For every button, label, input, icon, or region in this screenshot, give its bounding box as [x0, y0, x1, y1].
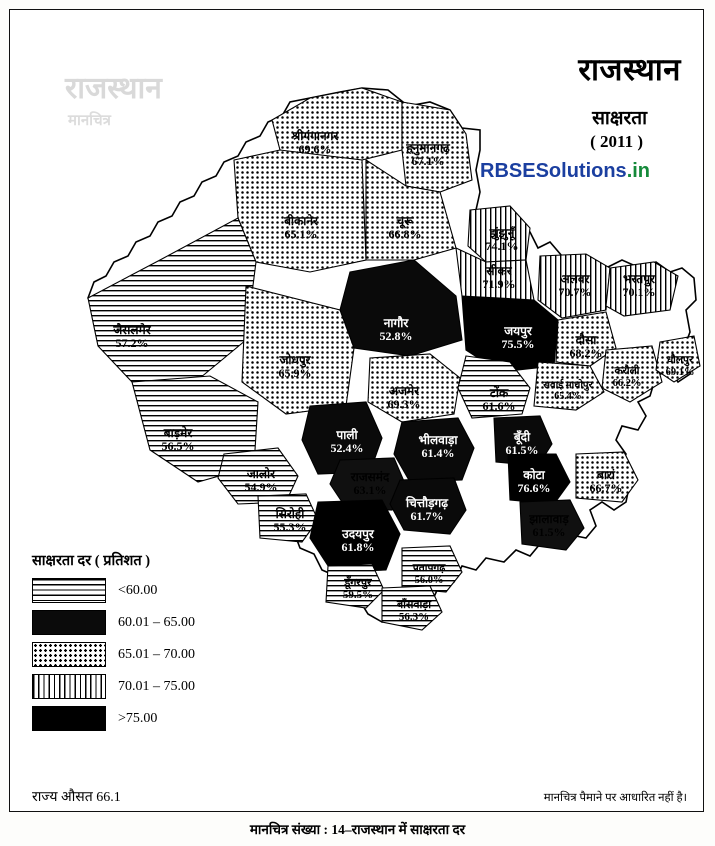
legend-swatch-dark-solid	[32, 610, 106, 635]
state-average: राज्य औसत 66.1	[32, 790, 121, 805]
watermark-domain: .in	[626, 160, 651, 182]
legend-title: साक्षरता दर ( प्रतिशत )	[32, 553, 151, 569]
district-label: बारां 66.7%	[589, 468, 623, 496]
district-label: झालावाड़ 61.5%	[529, 512, 569, 540]
district-label: धौलपुर 69.1%	[665, 355, 695, 378]
map-title: राजस्थान	[578, 52, 681, 87]
legend-label: 70.01 – 75.00	[118, 678, 195, 694]
legend-label: <60.00	[118, 582, 158, 598]
legend-label: 60.01 – 65.00	[118, 614, 195, 630]
district-label: सीकर 71.9%	[482, 264, 516, 292]
district-label: झुंझुनूँ 74.1%	[485, 226, 519, 254]
map-year: ( 2011 )	[590, 132, 643, 151]
legend	[32, 550, 260, 738]
district-label: चित्तौड़गढ़ 61.7%	[405, 496, 449, 524]
scale-note: मानचित्र पैमाने पर आधारित नहीं है।	[543, 792, 687, 804]
legend-swatch-vertical-lines	[32, 674, 106, 699]
ghost-watermark-text-2: मानचित्र	[68, 113, 111, 129]
district-label: प्रतापगढ़ 56.0%	[412, 563, 446, 586]
district-label: जोधपुर 65.9%	[278, 353, 312, 381]
district-label: राजसमंद 63.1%	[350, 470, 390, 498]
district-label: सिरोही 55.3%	[273, 507, 307, 535]
watermark-rbse: RBSE	[480, 160, 536, 182]
district-label: चूरू 66.8%	[388, 214, 422, 242]
district-label: टोंक 61.6%	[482, 386, 516, 414]
district-label: हनुमानगढ़ 67.1%	[406, 141, 450, 169]
district-label: बाँसवाड़ा 56.3%	[396, 599, 432, 624]
legend-item	[32, 610, 260, 635]
district-label: कोटा 76.6%	[517, 468, 551, 496]
legend-swatch-dots	[32, 642, 106, 667]
district-label: बाड़मेर 56.5%	[161, 426, 195, 454]
legend-label: 65.01 – 70.00	[118, 646, 195, 662]
district-label: भीलवाड़ा 61.4%	[418, 433, 458, 461]
district-label: अजमेर 69.3%	[387, 384, 421, 412]
district-label: डूँगरपुर 59.5%	[342, 577, 374, 602]
district-label: दौसा 68.2%	[569, 333, 603, 361]
district-label: बीकानेर 65.1%	[284, 214, 318, 242]
watermark	[480, 160, 650, 183]
legend-item	[32, 642, 260, 667]
legend-swatch-black	[32, 706, 106, 731]
district-label: उदयपुर 61.8%	[341, 527, 375, 555]
district-label: जालोर 54.9%	[244, 467, 278, 495]
district-label: जैसलमेर 57.2%	[113, 323, 151, 351]
map-caption: मानचित्र संख्या : 14–राजस्थान में साक्षरता दर	[249, 822, 466, 837]
map-frame	[9, 9, 704, 812]
legend-item	[32, 578, 260, 603]
district-label: श्रीगंगानगर 69.6%	[291, 129, 339, 157]
district-label: भरतपुर 70.1%	[622, 272, 656, 300]
district-label: जयपुर 75.5%	[501, 324, 535, 352]
district-label: अलवर 70.7%	[558, 272, 592, 300]
legend-swatch-horizontal-lines	[32, 578, 106, 603]
legend-label: >75.00	[118, 710, 158, 726]
district-label: पाली 52.4%	[330, 428, 364, 456]
district-label: सवाई माधोपुर 65.4%	[543, 380, 593, 403]
ghost-watermark-text: राजस्थान	[65, 72, 162, 105]
map-subtitle: साक्षरता	[592, 108, 647, 129]
district-label: बूँदी 61.5%	[505, 430, 539, 458]
watermark-solutions: Solutions	[535, 160, 627, 182]
district-label: नागौर 52.8%	[379, 316, 413, 344]
district-label: करौली 66.2%	[612, 366, 642, 389]
legend-item	[32, 706, 260, 731]
legend-item	[32, 674, 260, 699]
